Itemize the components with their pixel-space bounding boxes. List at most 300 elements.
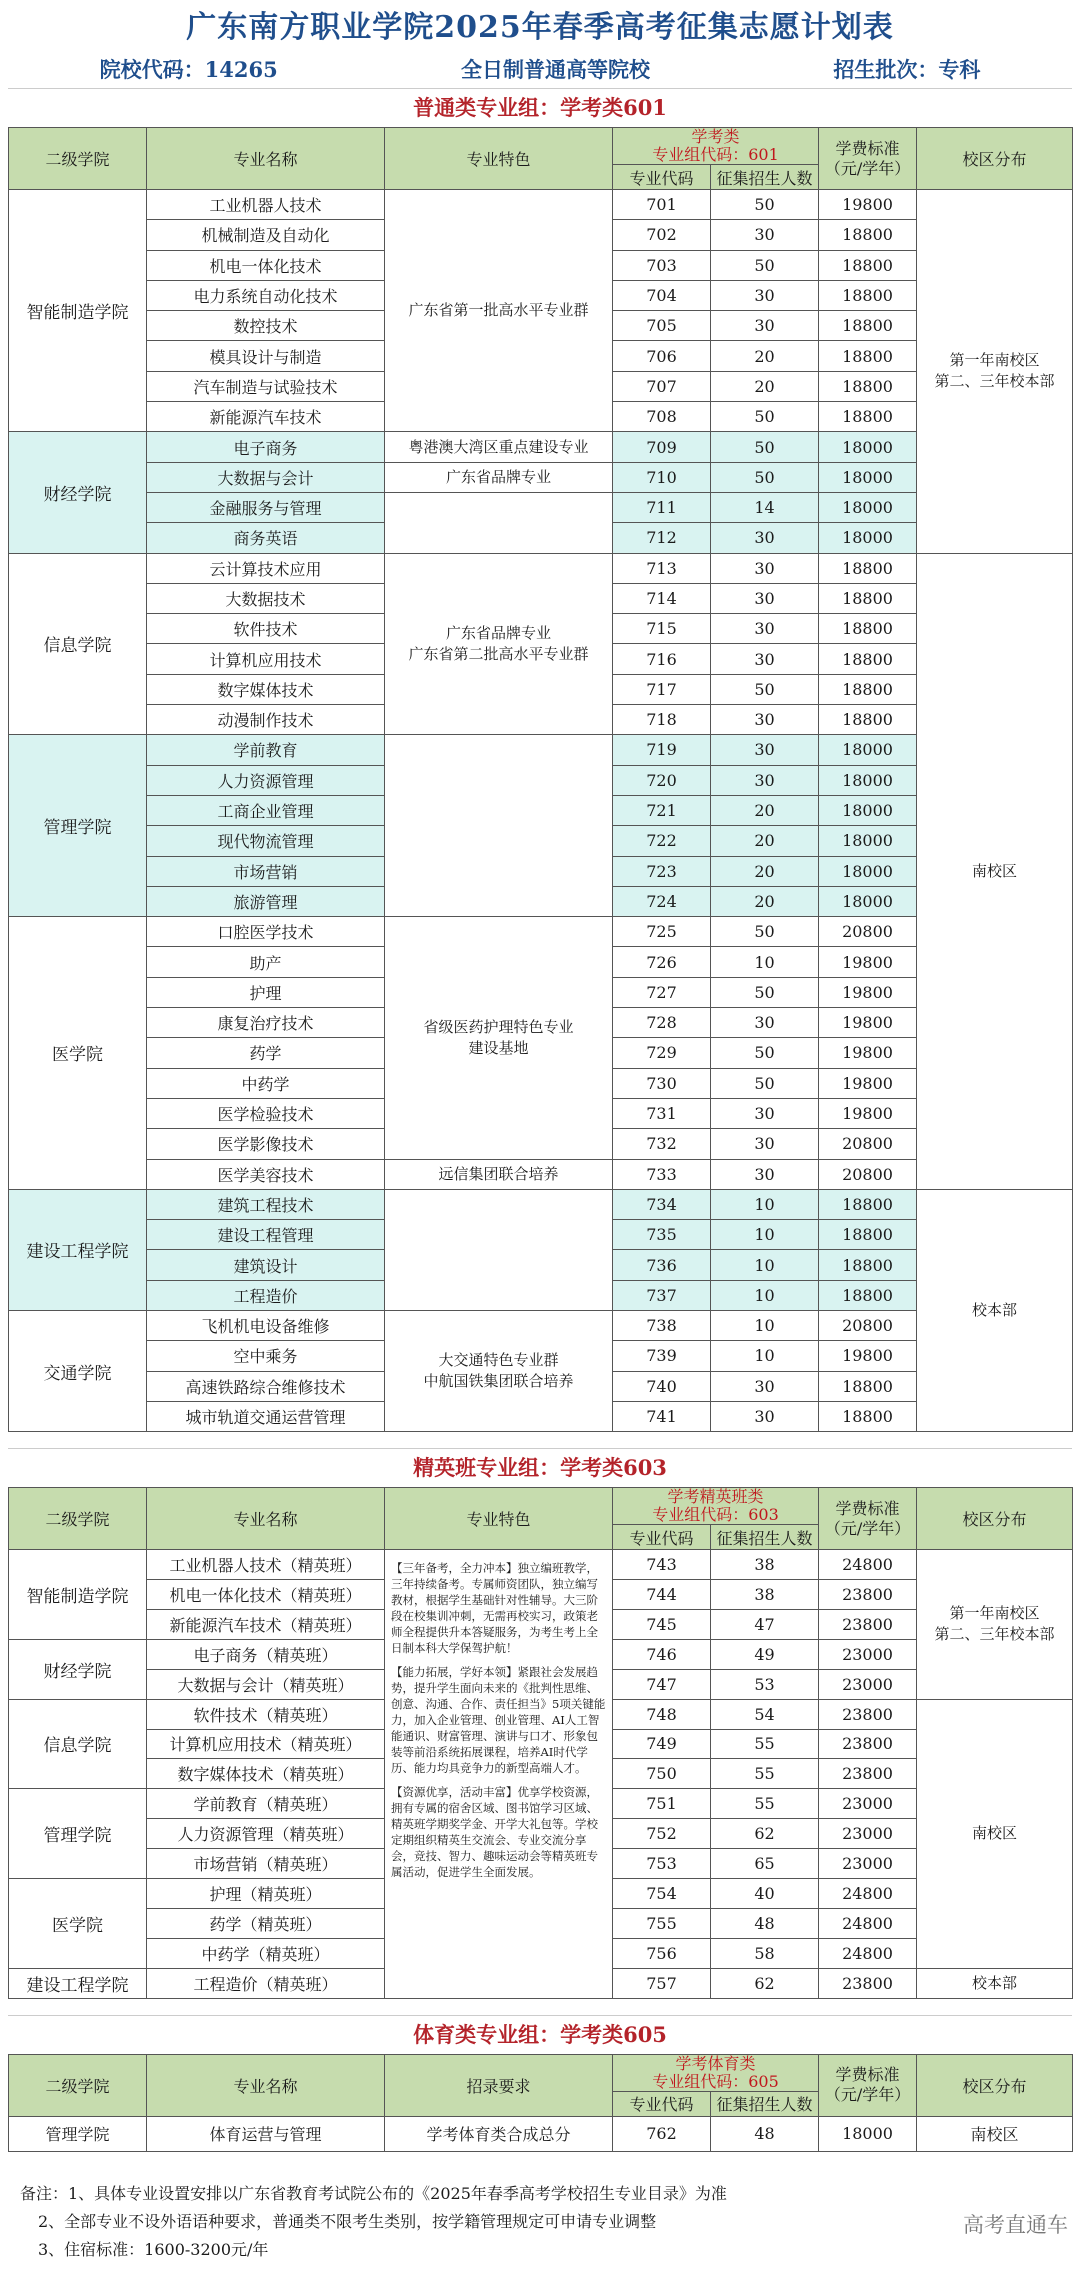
plan-cell: 30 <box>711 1401 819 1431</box>
major-cell: 工商企业管理 <box>147 795 385 825</box>
col-plan: 征集招生人数 <box>711 165 819 190</box>
major-cell: 电子商务 <box>147 432 385 462</box>
code-cell: 732 <box>613 1129 711 1159</box>
college-cell: 智能制造学院 <box>9 190 147 432</box>
table-row <box>9 1159 1073 1189</box>
plan-cell: 20 <box>711 371 819 401</box>
code-cell: 747 <box>613 1669 711 1699</box>
major-cell: 机械制造及自动化 <box>147 220 385 250</box>
plan-cell: 50 <box>711 250 819 280</box>
major-cell: 大数据与会计（精英班） <box>147 1669 385 1699</box>
school-code: 院校代码：14265 <box>99 57 278 82</box>
major-cell: 电力系统自动化技术 <box>147 280 385 310</box>
plan-cell: 48 <box>711 2116 819 2151</box>
table-row <box>9 432 1073 462</box>
fee-cell: 18800 <box>819 614 917 644</box>
col-plan: 征集招生人数 <box>711 1525 819 1550</box>
fee-cell: 18000 <box>819 765 917 795</box>
code-cell: 710 <box>613 462 711 492</box>
feature-cell: 粤港澳大湾区重点建设专业 <box>385 432 613 462</box>
fee-cell: 20800 <box>819 1310 917 1340</box>
code-cell: 751 <box>613 1789 711 1819</box>
plan-cell: 10 <box>711 1250 819 1280</box>
fee-cell: 18800 <box>819 1371 917 1401</box>
code-cell: 733 <box>613 1159 711 1189</box>
code-cell: 717 <box>613 674 711 704</box>
code-cell: 720 <box>613 765 711 795</box>
elite-note-paragraph: 【资源优享，活动丰富】优享学校资源，拥有专属的宿舍区域、图书馆学习区域、精英班学期奖学金、开学大礼包等。学校定期组织精英生交流会、专业交流分享会，竞技、智力、趣味运动会等精英班专属活动，促进学生全面发展。 <box>391 1785 598 1880</box>
plan-cell: 10 <box>711 1341 819 1371</box>
col-fee: 学费标准 （元/学年） <box>819 1488 917 1550</box>
college-cell: 建设工程学院 <box>9 1968 147 1998</box>
elite-note-paragraph: 【能力拓展，学好本领】紧跟社会发展趋势，提升学生面向未来的《批判性思维、创意、沟通、合作、责任担当》5项关键能力，加入企业管理、创业管理、AI人工智能通识、财富管理、演讲与口才、形象包装等前沿系统拓展课程，培养AI时代学历、能力均具竞争力的新型高端人才。 <box>391 1665 606 1776</box>
major-cell: 医学影像技术 <box>147 1129 385 1159</box>
plan-cell: 50 <box>711 977 819 1007</box>
code-cell: 711 <box>613 492 711 522</box>
fee-cell: 18800 <box>819 1189 917 1219</box>
major-cell: 机电一体化技术 <box>147 250 385 280</box>
code-cell: 727 <box>613 977 711 1007</box>
group-code-header: 学考体育类 专业组代码：605 <box>613 2054 819 2091</box>
table-row <box>9 1189 1073 1219</box>
fee-cell: 18800 <box>819 402 917 432</box>
table-row <box>9 190 1073 220</box>
major-cell: 人力资源管理 <box>147 765 385 795</box>
fee-cell: 23800 <box>819 1759 917 1789</box>
plan-cell: 58 <box>711 1938 819 1968</box>
plan-cell: 30 <box>711 1371 819 1401</box>
fee-cell: 23800 <box>819 1609 917 1639</box>
col-feature: 专业特色 <box>385 128 613 190</box>
major-cell: 数控技术 <box>147 311 385 341</box>
major-cell: 学前教育 <box>147 735 385 765</box>
campus-cell: 校本部 <box>917 1189 1073 1431</box>
feature-cell <box>385 1189 613 1310</box>
major-cell: 建设工程管理 <box>147 1220 385 1250</box>
group-605-table <box>8 2054 1073 2152</box>
col-college: 二级学院 <box>9 128 147 190</box>
fee-cell: 24800 <box>819 1550 917 1580</box>
major-cell: 城市轨道交通运营管理 <box>147 1401 385 1431</box>
feature-cell: 大交通特色专业群 中航国铁集团联合培养 <box>385 1310 613 1431</box>
fee-cell: 18000 <box>819 492 917 522</box>
code-cell: 753 <box>613 1849 711 1879</box>
major-cell: 计算机应用技术 <box>147 644 385 674</box>
col-major-code: 专业代码 <box>613 2091 711 2116</box>
plan-cell: 30 <box>711 1008 819 1038</box>
major-cell: 机电一体化技术（精英班） <box>147 1580 385 1610</box>
fee-cell: 18800 <box>819 1250 917 1280</box>
watermark: 高考直通车 <box>963 2213 1068 2237</box>
major-cell: 软件技术 <box>147 614 385 644</box>
code-cell: 725 <box>613 917 711 947</box>
major-cell: 数字媒体技术 <box>147 674 385 704</box>
group-code-header: 学考类 专业组代码：601 <box>613 128 819 165</box>
table-row <box>9 1550 1073 1580</box>
plan-cell: 30 <box>711 523 819 553</box>
plan-cell: 53 <box>711 1669 819 1699</box>
code-cell: 757 <box>613 1968 711 1998</box>
feature-cell: 广东省品牌专业 <box>385 462 613 492</box>
college-cell: 财经学院 <box>9 432 147 553</box>
plan-cell: 62 <box>711 1819 819 1849</box>
feature-cell: 远信集团联合培养 <box>385 1159 613 1189</box>
code-cell: 731 <box>613 1098 711 1128</box>
plan-cell: 50 <box>711 190 819 220</box>
footnote-2: 2、全部专业不设外语语种要求，普通类不限考生类别，按学籍管理规定可申请专业调整 <box>38 2212 657 2231</box>
plan-cell: 50 <box>711 674 819 704</box>
col-college: 二级学院 <box>9 2054 147 2116</box>
plan-cell: 30 <box>711 644 819 674</box>
code-cell: 746 <box>613 1639 711 1669</box>
major-cell: 助产 <box>147 947 385 977</box>
code-cell: 718 <box>613 705 711 735</box>
campus-cell: 第一年南校区 第二、三年校本部 <box>917 190 1073 554</box>
college-cell: 医学院 <box>9 1878 147 1968</box>
table-row <box>9 735 1073 765</box>
col-plan: 征集招生人数 <box>711 2091 819 2116</box>
plan-cell: 20 <box>711 856 819 886</box>
major-cell: 中药学 <box>147 1068 385 1098</box>
major-cell: 高速铁路综合维修技术 <box>147 1371 385 1401</box>
group-603-heading: 精英班专业组：学考类603 <box>8 1448 1072 1487</box>
plan-cell: 30 <box>711 1159 819 1189</box>
plan-cell: 30 <box>711 583 819 613</box>
plan-cell: 49 <box>711 1639 819 1669</box>
elite-notes <box>385 1550 613 1998</box>
major-cell: 现代物流管理 <box>147 826 385 856</box>
plan-cell: 30 <box>711 705 819 735</box>
plan-cell: 65 <box>711 1849 819 1879</box>
major-cell: 工程造价（精英班） <box>147 1968 385 1998</box>
plan-cell: 50 <box>711 402 819 432</box>
code-cell: 740 <box>613 1371 711 1401</box>
plan-cell: 30 <box>711 735 819 765</box>
fee-cell: 18800 <box>819 553 917 583</box>
code-cell: 738 <box>613 1310 711 1340</box>
table-row <box>9 1310 1073 1340</box>
major-cell: 数字媒体技术（精英班） <box>147 1759 385 1789</box>
fee-cell: 18000 <box>819 462 917 492</box>
plan-cell: 20 <box>711 795 819 825</box>
major-cell: 康复治疗技术 <box>147 1008 385 1038</box>
fee-cell: 23000 <box>819 1639 917 1669</box>
code-cell: 703 <box>613 250 711 280</box>
code-cell: 721 <box>613 795 711 825</box>
code-cell: 705 <box>613 311 711 341</box>
campus-cell: 南校区 <box>917 553 1073 1189</box>
fee-cell: 19800 <box>819 1098 917 1128</box>
plan-cell: 38 <box>711 1550 819 1580</box>
plan-cell: 10 <box>711 1189 819 1219</box>
fee-cell: 18000 <box>819 2116 917 2151</box>
page <box>8 6 1072 2152</box>
code-cell: 704 <box>613 280 711 310</box>
plan-cell: 50 <box>711 462 819 492</box>
fee-cell: 18800 <box>819 644 917 674</box>
plan-cell: 20 <box>711 886 819 916</box>
college-cell: 交通学院 <box>9 1310 147 1431</box>
code-cell: 735 <box>613 1220 711 1250</box>
fee-cell: 18000 <box>819 826 917 856</box>
feature-cell: 省级医药护理特色专业 建设基地 <box>385 917 613 1159</box>
campus-cell: 第一年南校区 第二、三年校本部 <box>917 1550 1073 1699</box>
major-cell: 体育运营与管理 <box>147 2116 385 2151</box>
col-fee: 学费标准 （元/学年） <box>819 2054 917 2116</box>
school-type: 全日制普通高等院校 <box>461 57 651 82</box>
major-cell: 汽车制造与试验技术 <box>147 371 385 401</box>
fee-cell: 19800 <box>819 190 917 220</box>
fee-cell: 19800 <box>819 977 917 1007</box>
college-cell: 信息学院 <box>9 553 147 735</box>
code-cell: 736 <box>613 1250 711 1280</box>
col-college: 二级学院 <box>9 1488 147 1550</box>
plan-cell: 10 <box>711 1220 819 1250</box>
code-cell: 745 <box>613 1609 711 1639</box>
campus-cell: 南校区 <box>917 2116 1073 2151</box>
major-cell: 人力资源管理（精英班） <box>147 1819 385 1849</box>
major-cell: 云计算技术应用 <box>147 553 385 583</box>
code-cell: 752 <box>613 1819 711 1849</box>
campus-cell: 南校区 <box>917 1699 1073 1968</box>
code-cell: 709 <box>613 432 711 462</box>
fee-cell: 18800 <box>819 1220 917 1250</box>
group-603-table <box>8 1487 1073 1998</box>
major-cell: 工业机器人技术 <box>147 190 385 220</box>
college-cell: 智能制造学院 <box>9 1550 147 1640</box>
code-cell: 719 <box>613 735 711 765</box>
plan-cell: 55 <box>711 1759 819 1789</box>
plan-cell: 40 <box>711 1878 819 1908</box>
plan-cell: 55 <box>711 1789 819 1819</box>
fee-cell: 18800 <box>819 311 917 341</box>
major-cell: 市场营销 <box>147 856 385 886</box>
major-cell: 新能源汽车技术（精英班） <box>147 1609 385 1639</box>
major-cell: 护理 <box>147 977 385 1007</box>
plan-cell: 30 <box>711 614 819 644</box>
major-cell: 工业机器人技术（精英班） <box>147 1550 385 1580</box>
footnote-1: 备注：1、具体专业设置安排以广东省教育考试院公布的《2025年春季高考学校招生专业目录》为准 <box>20 2184 727 2203</box>
plan-cell: 30 <box>711 765 819 795</box>
table-row <box>9 2116 1073 2151</box>
code-cell: 744 <box>613 1580 711 1610</box>
plan-cell: 10 <box>711 947 819 977</box>
col-major-code: 专业代码 <box>613 1525 711 1550</box>
major-cell: 护理（精英班） <box>147 1878 385 1908</box>
fee-cell: 18000 <box>819 735 917 765</box>
plan-cell: 50 <box>711 1038 819 1068</box>
major-cell: 医学美容技术 <box>147 1159 385 1189</box>
major-cell: 药学（精英班） <box>147 1908 385 1938</box>
fee-cell: 23800 <box>819 1729 917 1759</box>
code-cell: 716 <box>613 644 711 674</box>
plan-cell: 10 <box>711 1280 819 1310</box>
fee-cell: 18800 <box>819 341 917 371</box>
major-cell: 电子商务（精英班） <box>147 1639 385 1669</box>
fee-cell: 23800 <box>819 1968 917 1998</box>
plan-cell: 20 <box>711 826 819 856</box>
col-campus: 校区分布 <box>917 1488 1073 1550</box>
school-info <box>8 50 1072 88</box>
major-cell: 建筑设计 <box>147 1250 385 1280</box>
college-cell: 建设工程学院 <box>9 1189 147 1310</box>
fee-cell: 19800 <box>819 1038 917 1068</box>
code-cell: 762 <box>613 2116 711 2151</box>
fee-cell: 18800 <box>819 280 917 310</box>
code-cell: 754 <box>613 1878 711 1908</box>
major-cell: 市场营销（精英班） <box>147 1849 385 1879</box>
fee-cell: 23000 <box>819 1849 917 1879</box>
major-cell: 药学 <box>147 1038 385 1068</box>
major-cell: 金融服务与管理 <box>147 492 385 522</box>
code-cell: 707 <box>613 371 711 401</box>
code-cell: 702 <box>613 220 711 250</box>
fee-cell: 23000 <box>819 1819 917 1849</box>
major-cell: 学前教育（精英班） <box>147 1789 385 1819</box>
table-row <box>9 462 1073 492</box>
major-cell: 商务英语 <box>147 523 385 553</box>
group-601-heading: 普通类专业组：学考类601 <box>8 88 1072 127</box>
col-major: 专业名称 <box>147 2054 385 2116</box>
major-cell: 口腔医学技术 <box>147 917 385 947</box>
fee-cell: 20800 <box>819 1129 917 1159</box>
code-cell: 749 <box>613 1729 711 1759</box>
campus-cell: 校本部 <box>917 1968 1073 1998</box>
col-fee: 学费标准 （元/学年） <box>819 128 917 190</box>
major-cell: 新能源汽车技术 <box>147 402 385 432</box>
major-cell: 模具设计与制造 <box>147 341 385 371</box>
table-row <box>9 917 1073 947</box>
plan-cell: 30 <box>711 1129 819 1159</box>
plan-cell: 50 <box>711 1068 819 1098</box>
footnote-3: 3、住宿标准：1600-3200元/年 <box>38 2240 269 2259</box>
code-cell: 741 <box>613 1401 711 1431</box>
elite-note-paragraph: 【三年备考，全力冲本】独立编班教学，三年持续备考。专属师资团队，独立编写教材，根据学生基础针对性辅导。大三阶段在校集训冲刺，无需再校实习，政策老师全程提供升本答疑服务，为考生考上全日制本科大学保驾护航！ <box>391 1561 598 1656</box>
code-cell: 750 <box>613 1759 711 1789</box>
fee-cell: 18000 <box>819 795 917 825</box>
feature-cell <box>385 492 613 553</box>
page-title: 广东南方职业学院2025年春季高考征集志愿计划表 <box>186 10 894 45</box>
major-cell: 医学检验技术 <box>147 1098 385 1128</box>
plan-cell: 48 <box>711 1908 819 1938</box>
footnotes <box>20 2180 727 2264</box>
code-cell: 734 <box>613 1189 711 1219</box>
major-cell: 旅游管理 <box>147 886 385 916</box>
fee-cell: 18800 <box>819 674 917 704</box>
college-cell: 管理学院 <box>9 2116 147 2151</box>
feature-cell <box>385 735 613 917</box>
group-code-header: 学考精英班类 专业组代码：603 <box>613 1488 819 1525</box>
major-cell: 大数据与会计 <box>147 462 385 492</box>
fee-cell: 18800 <box>819 250 917 280</box>
college-cell: 财经学院 <box>9 1639 147 1699</box>
major-cell: 工程造价 <box>147 1280 385 1310</box>
code-cell: 743 <box>613 1550 711 1580</box>
fee-cell: 18000 <box>819 432 917 462</box>
code-cell: 722 <box>613 826 711 856</box>
code-cell: 739 <box>613 1341 711 1371</box>
college-cell: 管理学院 <box>9 1789 147 1879</box>
admission-batch: 招生批次：专科 <box>833 57 981 82</box>
plan-cell: 55 <box>711 1729 819 1759</box>
col-major-code: 专业代码 <box>613 165 711 190</box>
table-row <box>9 492 1073 522</box>
college-cell: 信息学院 <box>9 1699 147 1789</box>
col-feature: 专业特色 <box>385 1488 613 1550</box>
major-cell: 软件技术（精英班） <box>147 1699 385 1729</box>
code-cell: 715 <box>613 614 711 644</box>
code-cell: 712 <box>613 523 711 553</box>
major-cell: 大数据技术 <box>147 583 385 613</box>
fee-cell: 18000 <box>819 523 917 553</box>
code-cell: 755 <box>613 1908 711 1938</box>
fee-cell: 18000 <box>819 886 917 916</box>
fee-cell: 18800 <box>819 1401 917 1431</box>
plan-cell: 14 <box>711 492 819 522</box>
feature-cell: 广东省品牌专业 广东省第二批高水平专业群 <box>385 553 613 735</box>
col-campus: 校区分布 <box>917 2054 1073 2116</box>
table-row <box>9 553 1073 583</box>
major-cell: 中药学（精英班） <box>147 1938 385 1968</box>
plan-cell: 50 <box>711 917 819 947</box>
plan-cell: 30 <box>711 1098 819 1128</box>
code-cell: 701 <box>613 190 711 220</box>
fee-cell: 19800 <box>819 1008 917 1038</box>
code-cell: 737 <box>613 1280 711 1310</box>
fee-cell: 23000 <box>819 1789 917 1819</box>
fee-cell: 24800 <box>819 1878 917 1908</box>
fee-cell: 18800 <box>819 705 917 735</box>
fee-cell: 18000 <box>819 856 917 886</box>
plan-cell: 62 <box>711 1968 819 1998</box>
major-cell: 动漫制作技术 <box>147 705 385 735</box>
col-campus: 校区分布 <box>917 128 1073 190</box>
code-cell: 756 <box>613 1938 711 1968</box>
fee-cell: 20800 <box>819 1159 917 1189</box>
plan-cell: 10 <box>711 1310 819 1340</box>
feature-cell: 广东省第一批高水平专业群 <box>385 190 613 432</box>
col-major: 专业名称 <box>147 128 385 190</box>
fee-cell: 20800 <box>819 917 917 947</box>
code-cell: 730 <box>613 1068 711 1098</box>
major-cell: 建筑工程技术 <box>147 1189 385 1219</box>
plan-cell: 54 <box>711 1699 819 1729</box>
fee-cell: 18800 <box>819 220 917 250</box>
major-cell: 飞机机电设备维修 <box>147 1310 385 1340</box>
code-cell: 726 <box>613 947 711 977</box>
fee-cell: 24800 <box>819 1938 917 1968</box>
group-605-heading: 体育类专业组：学考类605 <box>8 2015 1072 2054</box>
col-major: 专业名称 <box>147 1488 385 1550</box>
fee-cell: 19800 <box>819 1341 917 1371</box>
plan-cell: 30 <box>711 311 819 341</box>
major-cell: 计算机应用技术（精英班） <box>147 1729 385 1759</box>
college-cell: 医学院 <box>9 917 147 1190</box>
college-cell: 管理学院 <box>9 735 147 917</box>
code-cell: 724 <box>613 886 711 916</box>
code-cell: 713 <box>613 553 711 583</box>
plan-cell: 20 <box>711 341 819 371</box>
group-601-table <box>8 127 1073 1432</box>
plan-cell: 47 <box>711 1609 819 1639</box>
fee-cell: 18800 <box>819 1280 917 1310</box>
fee-cell: 23800 <box>819 1699 917 1729</box>
code-cell: 728 <box>613 1008 711 1038</box>
col-requirement: 招录要求 <box>385 2054 613 2116</box>
plan-cell: 38 <box>711 1580 819 1610</box>
fee-cell: 19800 <box>819 1068 917 1098</box>
code-cell: 723 <box>613 856 711 886</box>
